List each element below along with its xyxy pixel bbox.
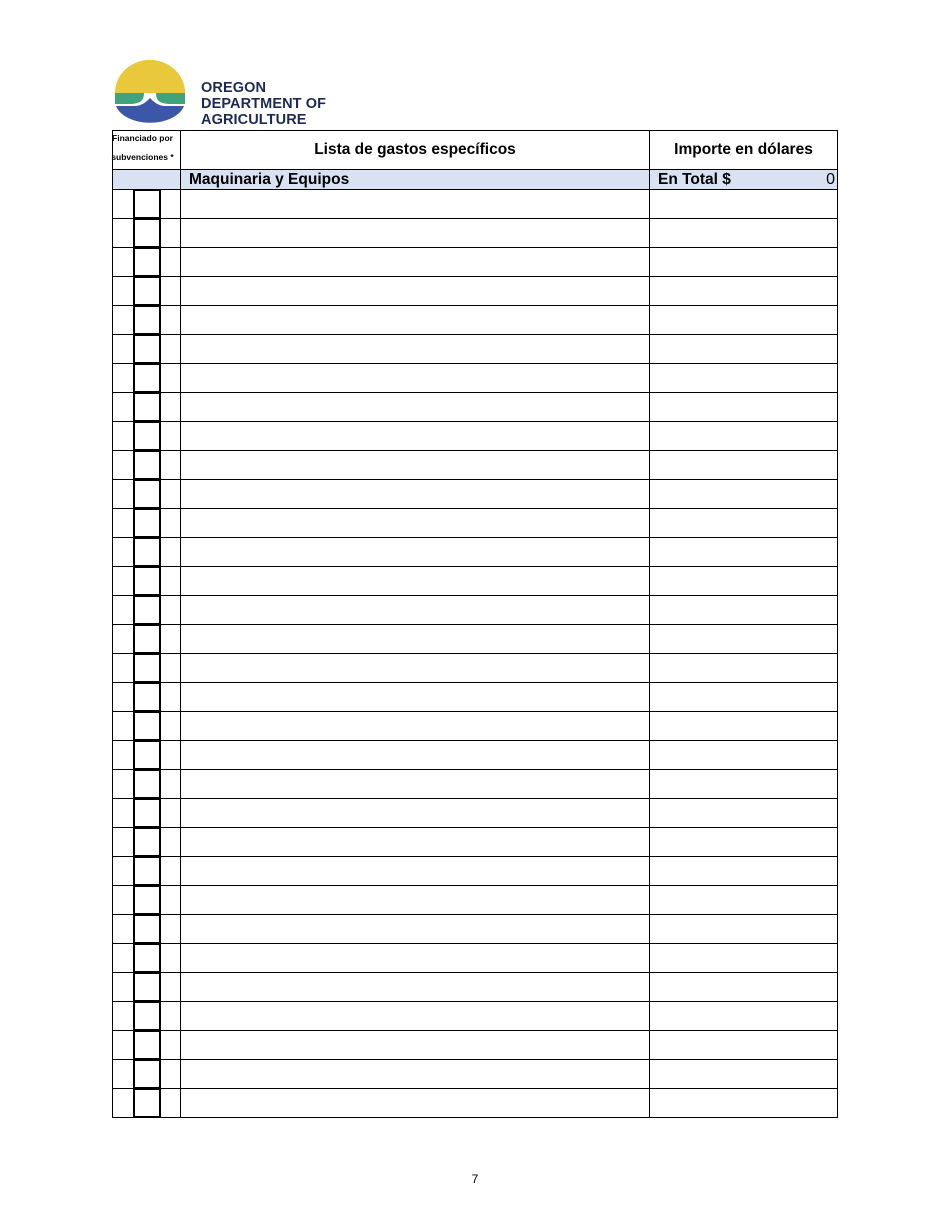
funded-checkbox[interactable]	[134, 944, 160, 972]
description-cell[interactable]	[181, 364, 650, 393]
description-cell[interactable]	[181, 799, 650, 828]
funded-cell-divider	[160, 799, 161, 827]
funded-cell	[113, 712, 181, 741]
funded-cell-divider	[160, 915, 161, 943]
table-row	[113, 654, 838, 683]
description-cell[interactable]	[181, 509, 650, 538]
funded-checkbox[interactable]	[134, 654, 160, 682]
table-row	[113, 857, 838, 886]
table-row	[113, 1002, 838, 1031]
funded-cell	[113, 306, 181, 335]
amount-cell[interactable]	[650, 364, 838, 393]
amount-cell[interactable]	[650, 277, 838, 306]
table-row	[113, 1031, 838, 1060]
funded-cell-divider	[160, 306, 161, 334]
category-blank-cell	[113, 170, 181, 190]
oda-logo	[110, 57, 350, 129]
table-row	[113, 915, 838, 944]
description-cell[interactable]	[181, 1002, 650, 1031]
description-cell[interactable]	[181, 335, 650, 364]
funded-checkbox[interactable]	[133, 189, 160, 218]
funded-cell-divider	[160, 1031, 161, 1059]
funded-cell	[113, 1060, 181, 1089]
description-cell[interactable]	[181, 480, 650, 509]
funded-cell-divider	[160, 712, 161, 740]
funded-cell	[113, 799, 181, 828]
table-row	[113, 248, 838, 277]
table-row	[113, 1060, 838, 1089]
expense-rows	[113, 190, 838, 1118]
funded-cell	[113, 1089, 181, 1118]
funded-cell	[113, 190, 181, 219]
funded-checkbox[interactable]	[134, 509, 160, 537]
logo-line-oregon: OREGON	[201, 80, 267, 96]
funded-cell	[113, 683, 181, 712]
amount-cell[interactable]	[650, 683, 838, 712]
funded-header-line2: subvenciones *	[111, 152, 174, 162]
amount-cell[interactable]	[650, 1031, 838, 1060]
funded-checkbox[interactable]	[134, 306, 160, 334]
amount-cell[interactable]	[650, 944, 838, 973]
funded-checkbox[interactable]	[134, 277, 160, 305]
funded-checkbox[interactable]	[133, 247, 160, 276]
table-row	[113, 886, 838, 915]
oda-logo-text	[201, 80, 326, 128]
description-cell[interactable]	[181, 944, 650, 973]
amount-cell[interactable]	[650, 770, 838, 799]
amount-cell[interactable]	[650, 886, 838, 915]
table-row	[113, 364, 838, 393]
amount-cell[interactable]	[650, 654, 838, 683]
funded-cell-divider	[160, 741, 161, 769]
description-cell[interactable]	[181, 973, 650, 1002]
funded-cell-divider	[160, 857, 161, 885]
funded-checkbox[interactable]	[134, 683, 160, 711]
page-number: 7	[471, 1172, 479, 1186]
funded-checkbox[interactable]	[134, 538, 160, 566]
description-cell[interactable]	[181, 1089, 650, 1118]
funded-cell	[113, 915, 181, 944]
funded-cell-divider	[160, 509, 161, 537]
table-row	[113, 306, 838, 335]
funded-cell-divider	[160, 451, 161, 479]
funded-cell	[113, 973, 181, 1002]
amount-cell[interactable]	[650, 190, 838, 219]
funded-cell	[113, 1002, 181, 1031]
funded-checkbox[interactable]	[134, 828, 160, 856]
description-cell[interactable]	[181, 886, 650, 915]
table-row	[113, 451, 838, 480]
funded-header	[113, 131, 181, 170]
description-cell[interactable]	[181, 538, 650, 567]
funded-cell	[113, 393, 181, 422]
table-row	[113, 741, 838, 770]
funded-cell	[113, 335, 181, 364]
funded-cell	[113, 741, 181, 770]
amount-cell[interactable]	[650, 335, 838, 364]
funded-cell	[113, 770, 181, 799]
table-row	[113, 596, 838, 625]
description-cell[interactable]	[181, 248, 650, 277]
table-row	[113, 538, 838, 567]
funded-cell-divider	[160, 277, 161, 305]
amount-cell[interactable]	[650, 915, 838, 944]
funded-checkbox[interactable]	[134, 422, 160, 450]
amount-cell[interactable]	[650, 973, 838, 1002]
description-cell[interactable]	[181, 857, 650, 886]
funded-checkbox[interactable]	[134, 973, 160, 1001]
amount-cell[interactable]	[650, 625, 838, 654]
description-cell[interactable]	[181, 451, 650, 480]
funded-cell	[113, 509, 181, 538]
funded-cell	[113, 567, 181, 596]
table-row	[113, 712, 838, 741]
table-row	[113, 973, 838, 1002]
funded-cell-divider	[160, 828, 161, 856]
table-row	[113, 770, 838, 799]
funded-cell-divider	[160, 422, 161, 450]
funded-header-line1: Financiado por	[112, 133, 173, 143]
table-row	[113, 335, 838, 364]
funded-cell-divider	[160, 480, 161, 508]
logo-line-agriculture: AGRICULTURE	[201, 112, 307, 128]
funded-cell	[113, 219, 181, 248]
amount-cell[interactable]	[650, 451, 838, 480]
funded-cell-divider	[160, 654, 161, 682]
funded-cell-divider	[160, 219, 161, 247]
amount-cell[interactable]	[650, 1089, 838, 1118]
table-row	[113, 219, 838, 248]
amount-cell[interactable]	[650, 741, 838, 770]
table-row	[113, 422, 838, 451]
funded-cell-divider	[160, 625, 161, 653]
funded-cell-divider	[160, 393, 161, 421]
funded-cell	[113, 480, 181, 509]
amount-cell[interactable]	[650, 480, 838, 509]
description-cell[interactable]	[181, 422, 650, 451]
funded-cell-divider	[160, 1089, 161, 1117]
amount-cell[interactable]	[650, 567, 838, 596]
amount-cell[interactable]	[650, 393, 838, 422]
funded-cell-divider	[160, 596, 161, 624]
amount-cell[interactable]	[650, 857, 838, 886]
funded-cell	[113, 277, 181, 306]
amount-cell[interactable]	[650, 1002, 838, 1031]
description-cell[interactable]	[181, 190, 650, 219]
table-row	[113, 480, 838, 509]
funded-cell-divider	[160, 770, 161, 798]
funded-cell	[113, 364, 181, 393]
funded-cell-divider	[160, 886, 161, 914]
table-header-row	[113, 131, 838, 170]
funded-checkbox[interactable]	[134, 915, 160, 943]
oda-logo-mark-icon	[110, 57, 190, 129]
description-cell[interactable]	[181, 712, 650, 741]
funded-cell	[113, 625, 181, 654]
funded-cell	[113, 596, 181, 625]
funded-cell	[113, 1031, 181, 1060]
expense-table	[112, 130, 838, 1118]
category-total	[650, 170, 838, 190]
description-cell[interactable]	[181, 770, 650, 799]
funded-cell-divider	[160, 190, 161, 218]
amount-cell[interactable]	[650, 509, 838, 538]
table-row	[113, 1089, 838, 1118]
funded-cell	[113, 422, 181, 451]
amount-cell[interactable]	[650, 538, 838, 567]
amount-cell[interactable]	[650, 1060, 838, 1089]
description-cell[interactable]	[181, 1060, 650, 1089]
description-cell[interactable]	[181, 625, 650, 654]
funded-checkbox[interactable]	[134, 451, 160, 479]
list-header: Lista de gastos específicos	[181, 131, 650, 170]
funded-cell-divider	[160, 567, 161, 595]
funded-cell-divider	[160, 1002, 161, 1030]
funded-checkbox[interactable]	[134, 1031, 160, 1059]
amount-header: Importe en dólares	[650, 131, 838, 170]
funded-checkbox[interactable]	[134, 596, 160, 624]
amount-cell[interactable]	[650, 248, 838, 277]
description-cell[interactable]	[181, 683, 650, 712]
funded-cell-divider	[160, 683, 161, 711]
total-label: En Total $	[658, 170, 731, 188]
table-row	[113, 625, 838, 654]
funded-cell-divider	[160, 248, 161, 276]
description-cell[interactable]	[181, 393, 650, 422]
amount-cell[interactable]	[650, 596, 838, 625]
description-cell[interactable]	[181, 654, 650, 683]
table-row	[113, 567, 838, 596]
funded-cell-divider	[160, 364, 161, 392]
funded-checkbox[interactable]	[134, 335, 160, 363]
table-row	[113, 509, 838, 538]
logo-line-department: DEPARTMENT OF	[201, 96, 327, 112]
funded-cell	[113, 248, 181, 277]
amount-cell[interactable]	[650, 828, 838, 857]
funded-cell-divider	[160, 335, 161, 363]
funded-checkbox[interactable]	[134, 712, 160, 740]
funded-checkbox[interactable]	[134, 625, 160, 653]
description-cell[interactable]	[181, 828, 650, 857]
table-row	[113, 828, 838, 857]
table-row	[113, 683, 838, 712]
funded-checkbox[interactable]	[134, 364, 160, 392]
amount-cell[interactable]	[650, 306, 838, 335]
description-cell[interactable]	[181, 596, 650, 625]
funded-cell-divider	[160, 1060, 161, 1088]
funded-checkbox[interactable]	[134, 393, 160, 421]
funded-checkbox[interactable]	[134, 799, 160, 827]
description-cell[interactable]	[181, 277, 650, 306]
description-cell[interactable]	[181, 306, 650, 335]
description-cell[interactable]	[181, 741, 650, 770]
category-row	[113, 170, 838, 190]
amount-cell[interactable]	[650, 422, 838, 451]
funded-checkbox[interactable]	[134, 770, 160, 798]
funded-checkbox[interactable]	[134, 1060, 160, 1088]
table-row	[113, 277, 838, 306]
description-cell[interactable]	[181, 219, 650, 248]
funded-checkbox[interactable]	[134, 567, 160, 595]
table-row	[113, 944, 838, 973]
description-cell[interactable]	[181, 567, 650, 596]
funded-checkbox[interactable]	[134, 886, 160, 914]
funded-cell	[113, 886, 181, 915]
funded-cell-divider	[160, 973, 161, 1001]
funded-cell	[113, 451, 181, 480]
amount-cell[interactable]	[650, 219, 838, 248]
funded-cell-divider	[160, 538, 161, 566]
description-cell[interactable]	[181, 915, 650, 944]
funded-checkbox[interactable]	[134, 1002, 160, 1030]
funded-cell	[113, 857, 181, 886]
funded-cell	[113, 944, 181, 973]
funded-cell-divider	[160, 944, 161, 972]
amount-cell[interactable]	[650, 799, 838, 828]
amount-cell[interactable]	[650, 712, 838, 741]
funded-cell	[113, 538, 181, 567]
description-cell[interactable]	[181, 1031, 650, 1060]
funded-cell	[113, 654, 181, 683]
total-value: 0	[826, 170, 835, 188]
funded-cell	[113, 828, 181, 857]
table-row	[113, 393, 838, 422]
table-row	[113, 799, 838, 828]
funded-checkbox[interactable]	[134, 741, 160, 769]
category-name: Maquinaria y Equipos	[181, 170, 650, 190]
funded-checkbox[interactable]	[134, 480, 160, 508]
funded-checkbox[interactable]	[134, 857, 160, 885]
funded-checkbox[interactable]	[134, 1089, 160, 1117]
table-row	[113, 190, 838, 219]
funded-checkbox[interactable]	[133, 218, 160, 247]
